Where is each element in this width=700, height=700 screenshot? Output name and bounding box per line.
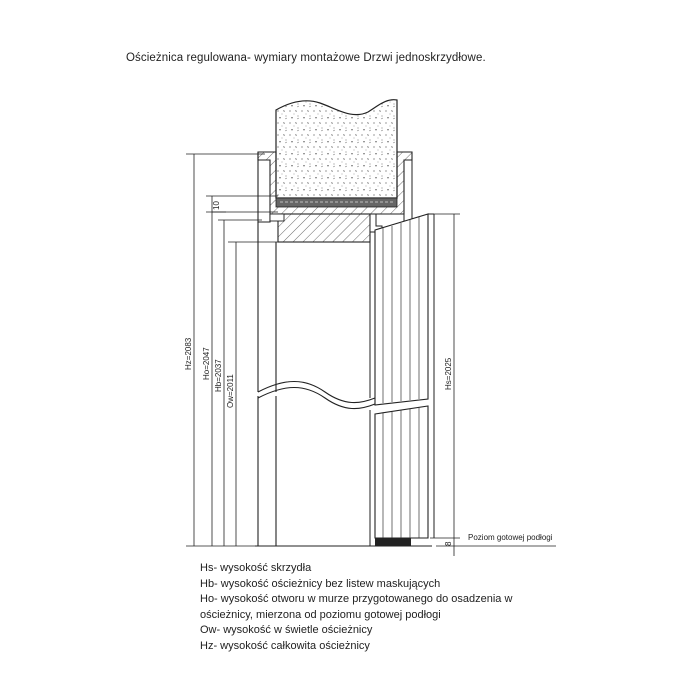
dim-hs: Hs=2025 bbox=[444, 357, 453, 390]
diagram-title: Ościeżnica regulowana- wymiary montażowe Drzwi jednoskrzydłowe. bbox=[126, 52, 486, 64]
dim-bottom-gap: 8 bbox=[444, 541, 453, 546]
legend-item-ho: Ho- wysokość otworu w murze przygotowanego do osadzenia w bbox=[200, 593, 513, 606]
legend-item-ow: Ow- wysokość w świetle ościeżnicy bbox=[200, 624, 373, 637]
wall-section bbox=[276, 100, 397, 198]
legend-item-hs: Hs- wysokość skrzydła bbox=[200, 562, 312, 574]
legend-item-hb: Hb- wysokość ościeżnicy bez listew maskujących bbox=[200, 577, 441, 590]
dim-hz: Hz=2083 bbox=[184, 337, 193, 370]
floor-level-label: Poziom gotowej podłogi bbox=[468, 533, 553, 542]
legend bbox=[200, 561, 512, 655]
dim-top-gap: 10 bbox=[212, 201, 221, 210]
head-jamb bbox=[270, 214, 382, 242]
legend-item-ho-cont: ościeżnicy, mierzona od poziomu gotowej podłogi bbox=[200, 608, 441, 621]
door-leaf bbox=[375, 214, 434, 546]
dim-ow: Ow=2011 bbox=[226, 374, 235, 408]
legend-item-hz: Hz- wysokość całkowita ościeżnicy bbox=[200, 639, 370, 652]
dim-hb: Hb=2037 bbox=[214, 359, 223, 392]
dim-ho: Ho=2047 bbox=[202, 347, 211, 380]
